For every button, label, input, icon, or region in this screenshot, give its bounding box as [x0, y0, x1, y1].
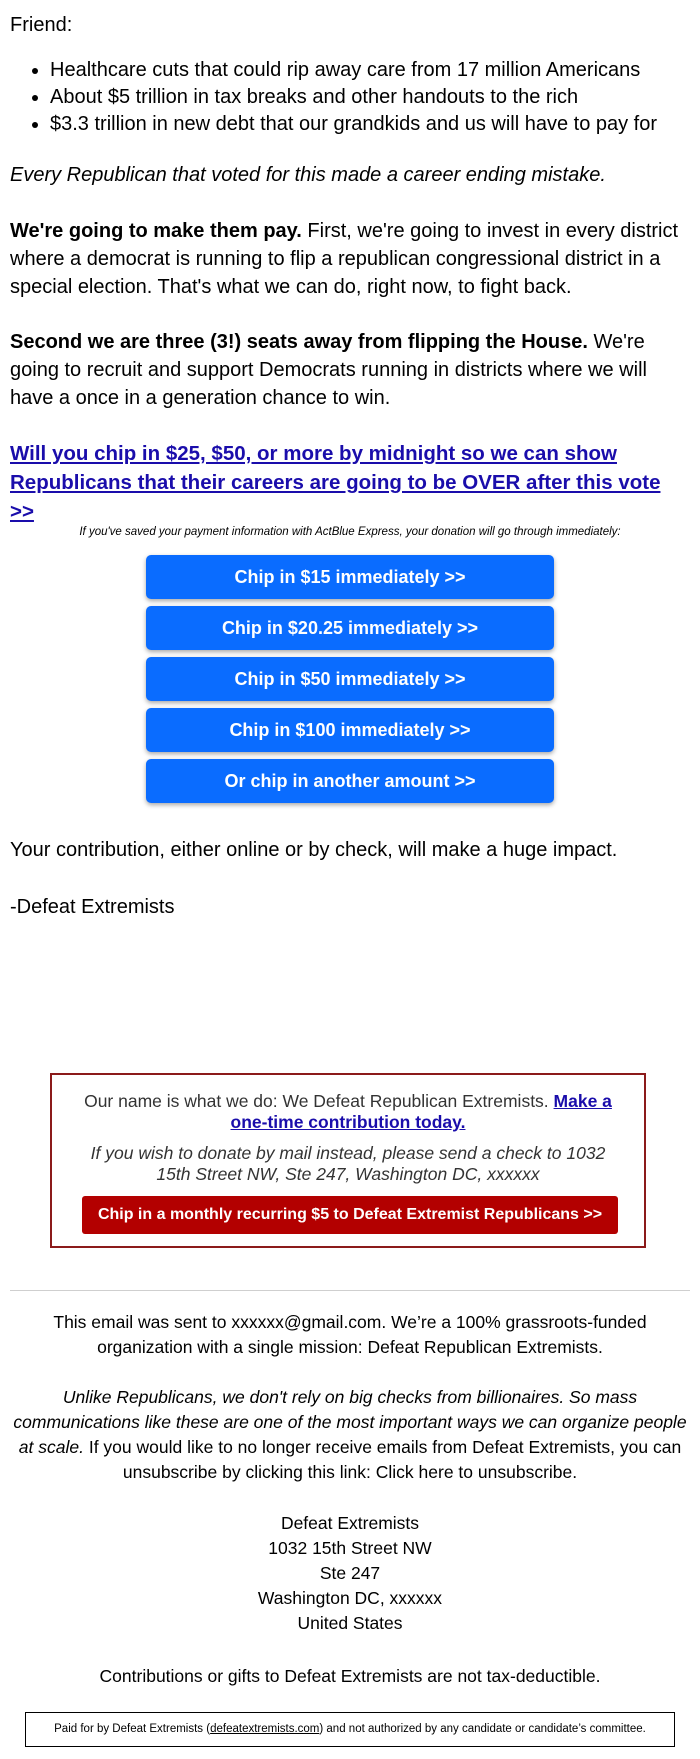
paid-for-box	[25, 1712, 675, 1747]
list-item: • $3.3 trillion in new debt that our grandkids and us will have to pay for	[50, 111, 657, 138]
paragraph-text: We're going to recruit and support Democrats running in districts where we will have a once in a generation chance to win.	[10, 331, 647, 409]
box-text: Our name is what we do: We Defeat Republican Extremists.	[84, 1091, 554, 1111]
paragraph-bold: We're going to make them pay.	[10, 220, 302, 242]
chip-50-button[interactable]: Chip in $50 immediately >>	[146, 657, 554, 701]
actblue-note: If you've saved your payment information with ActBlue Express, your donation will go through immediately:	[79, 526, 621, 538]
address-line: Washington DC, xxxxxx	[257, 1588, 443, 1608]
address-line: United States	[297, 1613, 403, 1633]
footer-unsubscribe-block	[10, 1385, 690, 1485]
unsubscribe-text[interactable]: If you would like to no longer receive emails from Defeat Extremists, you can unsubscribe by clicking this link: Click here to unsubscribe.	[83, 1437, 682, 1482]
donation-box	[50, 1073, 646, 1248]
signoff: -Defeat Extremists	[10, 896, 175, 918]
paragraph-house	[10, 328, 690, 412]
donate-link[interactable]: Will you chip in $25, $50, or more by midnight so we can show Republicans that their careers are going to be OVER after this vote >>	[10, 442, 661, 523]
address-line: 1032 15th Street NW	[268, 1538, 432, 1558]
address-line: Ste 247	[319, 1563, 381, 1583]
paragraph-text: First, we're going to invest in every district where a democrat is running to flip a republican congressional district in a special election. That's what we can do, right now, to fight back.	[10, 220, 679, 298]
paid-text: Paid for by Defeat Extremists (	[54, 1723, 211, 1735]
list-item: • Healthcare cuts that could rip away care from 17 million Americans	[50, 57, 657, 84]
chip-100-button[interactable]: Chip in $100 immediately >>	[146, 708, 554, 752]
footer-address	[10, 1511, 690, 1636]
monthly-recurring-button[interactable]: Chip in a monthly recurring $5 to Defeat Extremist Republicans >>	[82, 1196, 618, 1234]
chip-20-button[interactable]: Chip in $20.25 immediately >>	[146, 606, 554, 650]
paragraph-invest	[10, 217, 690, 301]
mail-instructions: If you wish to donate by mail instead, please send a check to 1032 15th Street NW, Ste 247, Washington DC, xxxxxx	[90, 1143, 606, 1184]
divider	[10, 1290, 690, 1291]
paid-text: ) and not authorized by any candidate or candidate’s committee.	[319, 1723, 646, 1735]
tax-disclaimer: Contributions or gifts to Defeat Extremists are not tax-deductible.	[99, 1666, 601, 1686]
greeting: Friend:	[10, 14, 73, 36]
bullet-list	[10, 57, 657, 138]
list-item: • About $5 trillion in tax breaks and other handouts to the rich	[50, 84, 657, 111]
cta-container	[10, 439, 690, 526]
footer-sent: This email was sent to xxxxxx@gmail.com. We’re a 100% grassroots-funded organization with a single mission: Defeat Republican Extremists.	[53, 1312, 647, 1357]
one-time-contribution-link[interactable]: Make a one-time contribution today.	[230, 1091, 612, 1132]
box-intro	[76, 1091, 620, 1133]
footer-italic: Unlike Republicans, we don't rely on big checks from billionaires. So mass communications like these are one of the most important ways we can organize people at scale.	[13, 1387, 687, 1457]
address-line: Defeat Extremists	[280, 1513, 420, 1533]
website-link[interactable]: defeatextremists.com	[210, 1723, 320, 1735]
italic-statement: Every Republican that voted for this made a career ending mistake.	[10, 164, 606, 186]
chip-15-button[interactable]: Chip in $15 immediately >>	[146, 555, 554, 599]
chip-other-button[interactable]: Or chip in another amount >>	[146, 759, 554, 803]
contribution-line: Your contribution, either online or by check, will make a huge impact.	[10, 839, 618, 861]
paragraph-bold: Second we are three (3!) seats away from flipping the House.	[10, 331, 588, 353]
